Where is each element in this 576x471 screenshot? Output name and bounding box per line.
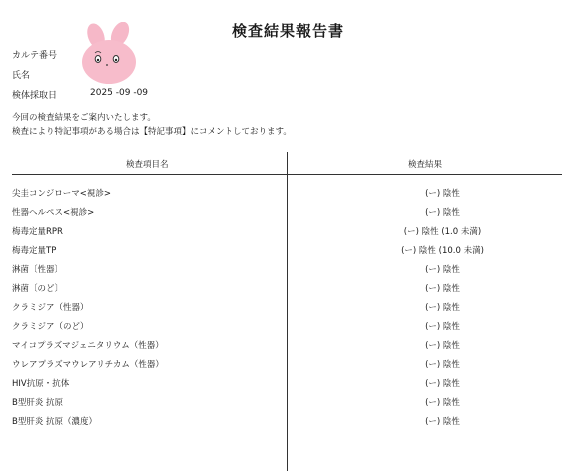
- sample-date-label: 検体採取日: [12, 91, 58, 101]
- intro-line-2: 検査により特記事項がある場合は【特記事項】にコメントしております。: [12, 127, 292, 137]
- document-title: 検査結果報告書: [231, 22, 344, 40]
- table-row: [12, 184, 562, 203]
- test-result: (ー) 陰性 (10.0 未満): [401, 246, 484, 256]
- table-row: [12, 393, 562, 412]
- test-item-name: クラミジア（のど）: [12, 322, 89, 332]
- table-row: [12, 355, 562, 374]
- test-item-name: HIV抗原・抗体: [12, 379, 70, 389]
- test-result: (ー) 陰性: [425, 189, 460, 199]
- test-item-name: B型肝炎 抗原: [12, 398, 64, 408]
- test-result: (ー) 陰性: [425, 341, 460, 351]
- test-result: (ー) 陰性: [425, 322, 460, 332]
- bunny-sticker-icon: [76, 22, 142, 88]
- test-item-name: 性器ヘルペス<視診>: [12, 208, 95, 218]
- patient-name-label: 氏名: [12, 71, 31, 81]
- test-item-name: B型肝炎 抗原（濃度）: [12, 417, 98, 427]
- table-row: [12, 336, 562, 355]
- test-result: (ー) 陰性: [425, 265, 460, 275]
- table-row: [12, 374, 562, 393]
- result-column-header: 検査結果: [408, 160, 443, 170]
- test-result: (ー) 陰性 (1.0 未満): [403, 227, 482, 237]
- test-result: (ー) 陰性: [425, 360, 460, 370]
- test-item-name: 梅毒定量RPR: [12, 227, 63, 237]
- table-row: [12, 222, 562, 241]
- test-item-name: ウレアプラズマウレアリチカム（性器）: [12, 360, 164, 370]
- table-row: [12, 298, 562, 317]
- test-result: (ー) 陰性: [425, 379, 460, 389]
- test-item-name: クラミジア（性器）: [12, 303, 89, 313]
- table-row: [12, 241, 562, 260]
- table-row: [12, 279, 562, 298]
- sample-date-value: 2025 -09 -09: [90, 88, 149, 98]
- table-row: [12, 203, 562, 222]
- table-row: [12, 317, 562, 336]
- test-result: (ー) 陰性: [425, 417, 460, 427]
- test-result: (ー) 陰性: [425, 208, 460, 218]
- intro-line-1: 今回の検査結果をご案内いたします。: [12, 113, 156, 123]
- test-result: (ー) 陰性: [425, 284, 460, 294]
- test-item-name: 淋菌〔のど〕: [12, 284, 64, 294]
- test-item-name: 尖圭コンジローマ<視診>: [12, 189, 112, 199]
- item-column-header: 検査項目名: [126, 160, 169, 170]
- test-item-name: マイコプラズマジェニタリウム（性器）: [12, 341, 164, 351]
- test-item-name: 梅毒定量TP: [12, 246, 57, 256]
- test-item-name: 淋菌〔性器〕: [12, 265, 64, 275]
- test-result: (ー) 陰性: [425, 398, 460, 408]
- test-result: (ー) 陰性: [425, 303, 460, 313]
- table-row: [12, 412, 562, 431]
- table-row: [12, 260, 562, 279]
- chart-number-label: カルテ番号: [12, 51, 58, 61]
